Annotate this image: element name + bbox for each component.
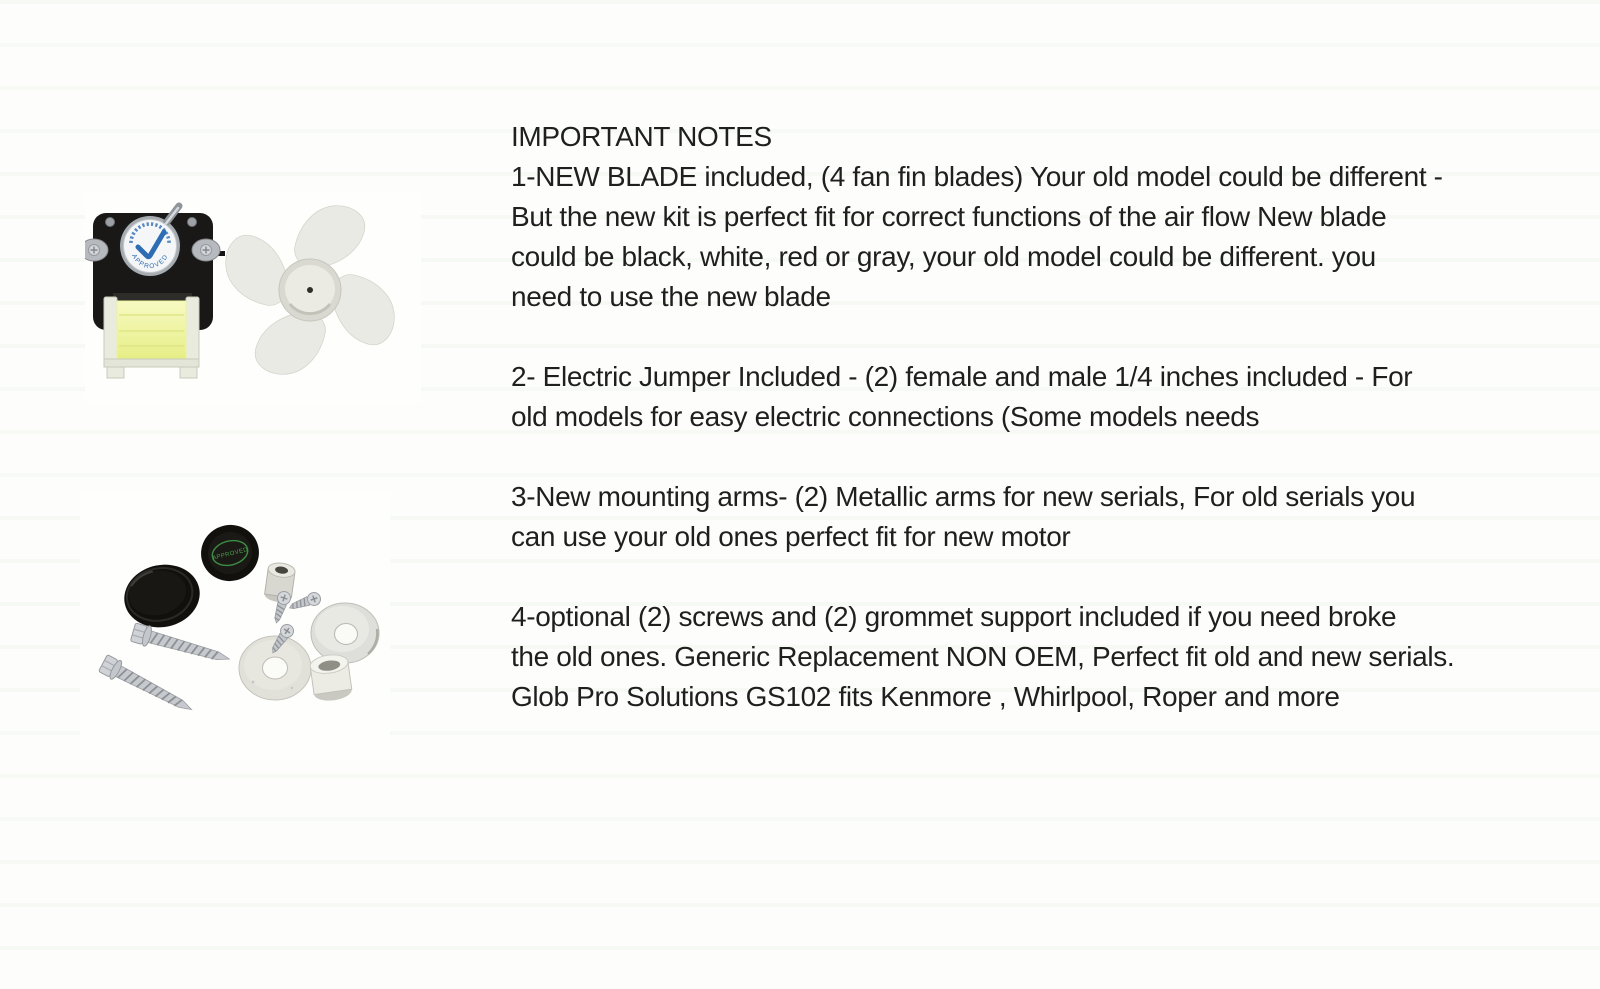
hex-screw [130,622,232,670]
note-line: 3-New mounting arms- (2) Metallic arms for new serials, For old serials you [511,481,1416,512]
small-screw [287,591,322,614]
note-line: could be black, white, red or gray, your old model could be different. you [511,241,1376,272]
nylon-bushing [309,653,353,703]
note-line: 1-NEW BLADE included, (4 fan fin blades) Your old model could be different - [511,161,1443,192]
washer-right [311,603,379,663]
blade-hub-cup [279,259,341,321]
note-line: can use your old ones perfect fit for new motor [511,521,1071,552]
hardware-kit-illustration [80,492,390,760]
note-line: Glob Pro Solutions GS102 fits Kenmore , Whirlpool, Roper and more [511,681,1340,712]
notes-title: IMPORTANT NOTES [511,121,772,152]
motor-coil [104,293,199,378]
note-2 [511,357,1454,437]
coil-winding [117,301,186,359]
note-line: 2- Electric Jumper Included - (2) female and male 1/4 inches included - For [511,361,1413,392]
fan-blade-illustration [219,199,401,381]
mounting-tab-left [85,239,108,261]
stamp-approved-text: APPROVED [211,547,249,562]
photo-hardware-kit [80,492,390,760]
grommet-stamped [195,519,265,587]
note-line: the old ones. Generic Replacement NON OEM, Perfect fit old and new serials. [511,641,1455,672]
blade-shaft-hole [307,287,313,293]
note-1 [511,157,1454,317]
note-3 [511,477,1454,557]
note-4 [511,597,1454,717]
washer-hole [335,624,358,645]
grommet-plain [118,558,205,634]
photo-motor-and-blade [85,193,421,403]
important-notes [511,117,1454,717]
body-screw-right [188,218,197,227]
note-line: old models for easy electric connections (Some models needs [511,401,1260,432]
note-line: 4-optional (2) screws and (2) grommet support included if you need broke [511,601,1397,632]
hex-screw [98,654,196,719]
badge-approved-text: APPROVED [130,252,170,271]
fan-motor-illustration [85,206,225,378]
note-line: But the new kit is perfect fit for correct functions of the air flow New blade [511,201,1387,232]
motor-and-blade-illustration [85,193,421,403]
note-line: need to use the new blade [511,281,831,312]
mounting-tab-right [192,239,220,261]
washer-hole [263,657,288,679]
body-screw-left [106,218,115,227]
